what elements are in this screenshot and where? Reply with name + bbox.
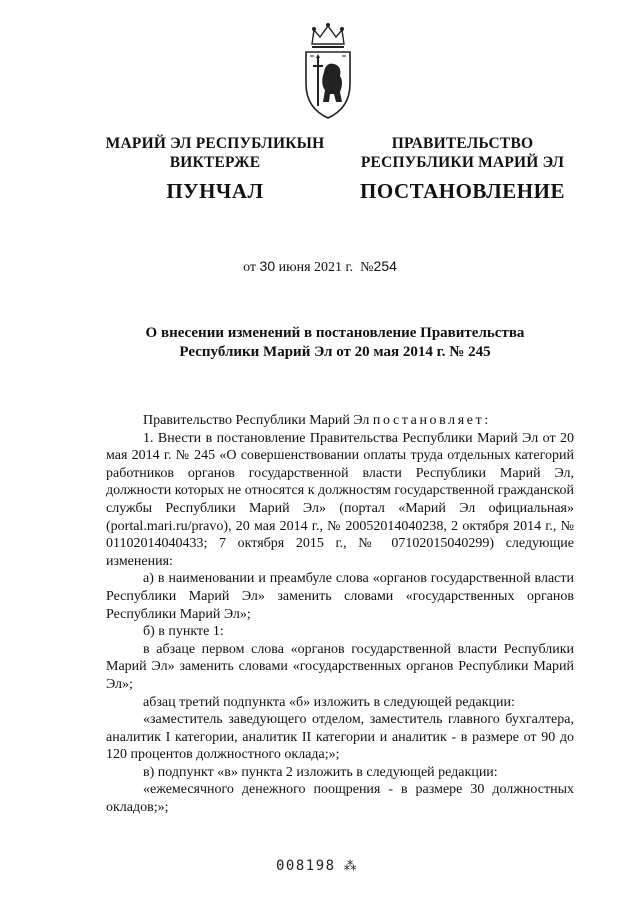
date-line <box>0 258 640 276</box>
header-right-line2: РЕСПУБЛИКИ МАРИЙ ЭЛ <box>360 154 565 171</box>
coat-of-arms-icon <box>298 22 358 122</box>
serial-number <box>276 858 358 874</box>
gov-prefix: Правительство Республики Марий Эл <box>143 413 370 428</box>
gov-verb: постановляет: <box>372 413 491 428</box>
asterisk-icon: ⁂ <box>343 859 359 874</box>
paragraph-b: б) в пункте 1: <box>143 624 224 640</box>
document-body <box>106 412 574 817</box>
date-prefix: от <box>243 260 257 275</box>
paragraph-b-1: в абзаце первом слова «органов государственной власти Республики Марий Эл» заменить словами «государственных органов Республики Марий Эл»; <box>106 641 574 692</box>
paragraph-b-3: «заместитель заведующего отделом, заместитель главного бухгалтера, аналитик I категории, аналитик II категории и аналитик - в размере от 90 до 120 процентов должностного оклада;»; <box>106 712 574 763</box>
header-left-doc-type: ПУНЧАЛ <box>166 179 264 203</box>
title-line1: О внесении изменений в постановление Правительства <box>145 325 525 341</box>
header-mari <box>95 134 335 204</box>
header-right-line1: ПРАВИТЕЛЬСТВО <box>391 135 534 152</box>
document-title <box>100 324 570 362</box>
serial-value: 008198 <box>276 858 336 874</box>
header-right-doc-type: ПОСТАНОВЛЕНИЕ <box>360 179 565 203</box>
paragraph-1: 1. Внести в постановление Правительства Республики Марий Эл от 20 мая 2014 г. № 245 «О совершенствовании оплаты труда отдельных категорий работников органов государственной власти Республики Марий Эл, должности которых не относятся к должностям государственной гражданской службы Республики Марий Эл» (портал «Марий Эл официальная» (portal.mari.ru/pravo), 20 мая 2014 г., № 20052014040238, 2 октября 2014 г., № 01102014040433; 7 октября 2015 г., № 07102015040299) следующие изменения: <box>106 430 574 569</box>
header-left-line1: МАРИЙ ЭЛ РЕСПУБЛИКЫН <box>105 135 325 152</box>
paragraph-a: а) в наименовании и преамбуле слова «органов государственной власти Республики Марий Эл» заменить словами «государственных органов Республики Марий Эл»; <box>106 571 574 622</box>
header-left-line2: ВИКТЕРЖЕ <box>169 154 261 171</box>
title-line2: Республики Марий Эл от 20 мая 2014 г. № 245 <box>179 344 491 360</box>
number-label: № <box>360 260 374 275</box>
date-month-year: июня 2021 г. <box>278 260 354 275</box>
resolution-intro <box>106 412 574 430</box>
paragraph-b-2: абзац третий подпункта «б» изложить в следующей редакции: <box>143 694 515 710</box>
header-russian <box>350 134 575 204</box>
paragraph-v: в) подпункт «в» пункта 2 изложить в следующей редакции: <box>143 764 498 780</box>
date-day: 30 <box>259 258 276 274</box>
paragraph-v-1: «ежемесячного денежного поощрения - в размере 30 должностных окладов;»; <box>106 782 574 816</box>
document-number: 254 <box>373 258 397 274</box>
